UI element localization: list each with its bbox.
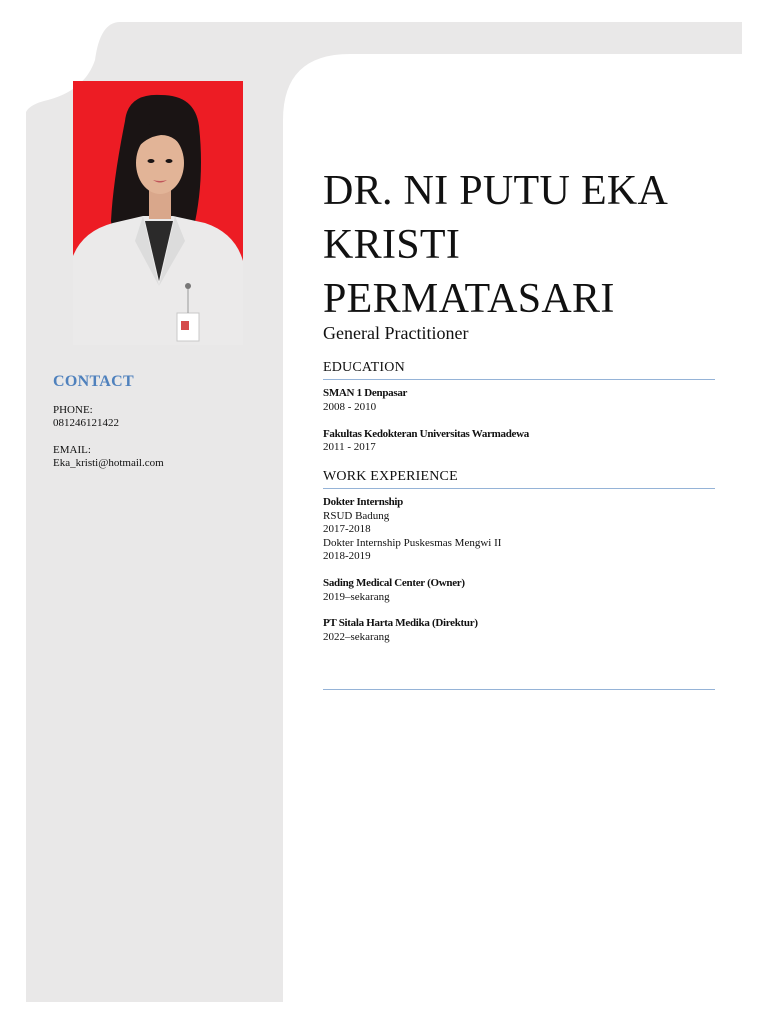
work-detail: 2019–sekarang: [323, 591, 390, 603]
work-detail: RSUD Badung: [323, 510, 390, 522]
contact-heading: CONTACT: [53, 373, 134, 390]
email-value: Eka_kristi@hotmail.com: [53, 457, 164, 469]
work-title: Sading Medical Center (Owner): [323, 577, 465, 589]
phone-value: 081246121422: [53, 417, 119, 429]
work-detail: 2017-2018: [323, 523, 371, 535]
education-years: 2011 - 2017: [323, 441, 376, 453]
section-divider: [323, 689, 715, 690]
name-line: PERMATASARI: [323, 276, 615, 322]
education-heading: EDUCATION: [323, 360, 715, 380]
work-detail: 2018-2019: [323, 550, 371, 562]
email-label: EMAIL:: [53, 444, 91, 456]
profile-photo: [73, 81, 243, 345]
education-years: 2008 - 2010: [323, 401, 377, 413]
work-title: PT Sitala Harta Medika (Direktur): [323, 617, 478, 629]
full-name: [323, 164, 723, 326]
education-school: SMAN 1 Denpasar: [323, 387, 408, 399]
education-school: Fakultas Kedokteran Universitas Warmadewa: [323, 428, 529, 440]
name-line: KRISTI: [323, 222, 461, 268]
job-title: General Practitioner: [323, 323, 469, 343]
work-title: Dokter Internship: [323, 496, 403, 508]
work-detail: Dokter Internship Puskesmas Mengwi II: [323, 537, 502, 549]
work-experience-heading: WORK EXPERIENCE: [323, 469, 715, 489]
phone-label: PHONE:: [53, 404, 93, 416]
name-line: DR. NI PUTU EKA: [323, 168, 669, 214]
work-detail: 2022–sekarang: [323, 631, 390, 643]
